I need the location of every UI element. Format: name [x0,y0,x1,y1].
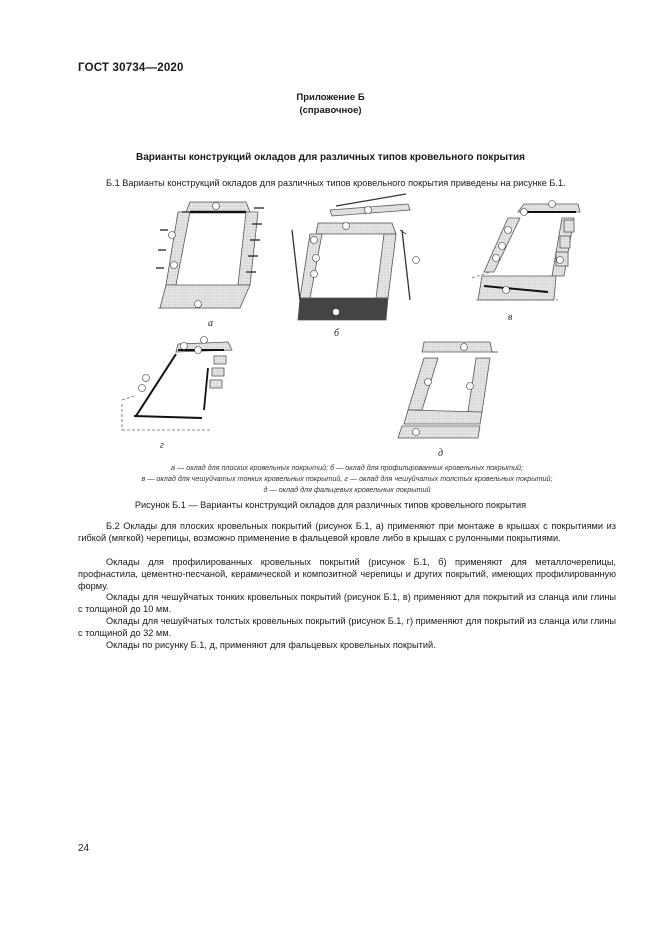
section-title: Варианты конструкций окладов для различных типов кровельного покрытия [136,152,525,163]
paragraph-thin-scale: Оклады для чешуйчатых тонких кровельных покрытий (рисунок Б.1, в) применяют для покрытий из сланца или глины с толщиной до 10 мм. [78,592,616,615]
panel-a-drawing [156,202,264,308]
panel-v-label: в [508,312,513,323]
figure-legend-line-3: д — оклад для фальцевых кровельных покрытий [263,485,431,494]
panel-a-label: а [208,318,213,329]
paragraph-thick-scale: Оклады для чешуйчатых толстых кровельных покрытий (рисунок Б.1, г) применяют для покрытий из сланца или глины с толщиной до 32 мм. [78,616,616,639]
panel-d-label: д [438,448,444,459]
appendix-title: Приложение Б [296,92,365,103]
figure-caption: Рисунок Б.1 — Варианты конструкций окладов для различных типов кровельного покрытия [134,500,527,510]
flashing-variants-figure [78,190,616,462]
panel-g-label: г [160,440,164,451]
panel-b-drawing [292,194,410,320]
figure-legend-line-2: в — оклад для чешуйчатых тонких кровельных покрытий, г — оклад для чешуйчатых толстых кровельных покрытий; [141,474,553,483]
document-header: ГОСТ 30734—2020 [78,62,184,74]
appendix-subtitle: (справочное) [299,105,362,116]
figure-legend-line-1: а — оклад для плоских кровельных покрытий; б — оклад для профилированных кровельных покрытий; [171,463,523,472]
panel-d-drawing [398,342,498,438]
paragraph-b2: Б.2 Оклады для плоских кровельных покрытий (рисунок Б.1, а) применяют при монтаже в крышах с покрытиями из гибкой (мягкой) черепицы, возможно применение в фальцевой кровле либо в крышах с рулонными покрытиями. [78,521,616,544]
page-number: 24 [78,843,90,854]
panel-v-drawing [472,204,580,300]
panel-b-label: б [334,328,340,339]
paragraph-seam: Оклады по рисунку Б.1, д, применяют для фальцевых кровельных покрытий. [106,640,436,650]
intro-paragraph: Б.1 Варианты конструкций окладов для различных типов кровельного покрытия приведены на рисунке Б.1. [106,178,566,188]
paragraph-profiled: Оклады для профилированных кровельных покрытий (рисунок Б.1, б) применяют для металлочерепицы, профнастила, цементно-песчаной, керамической и композитной черепицы и других покрытий, имеющих профилированную форму. [78,557,616,592]
panel-g-drawing [122,342,232,430]
